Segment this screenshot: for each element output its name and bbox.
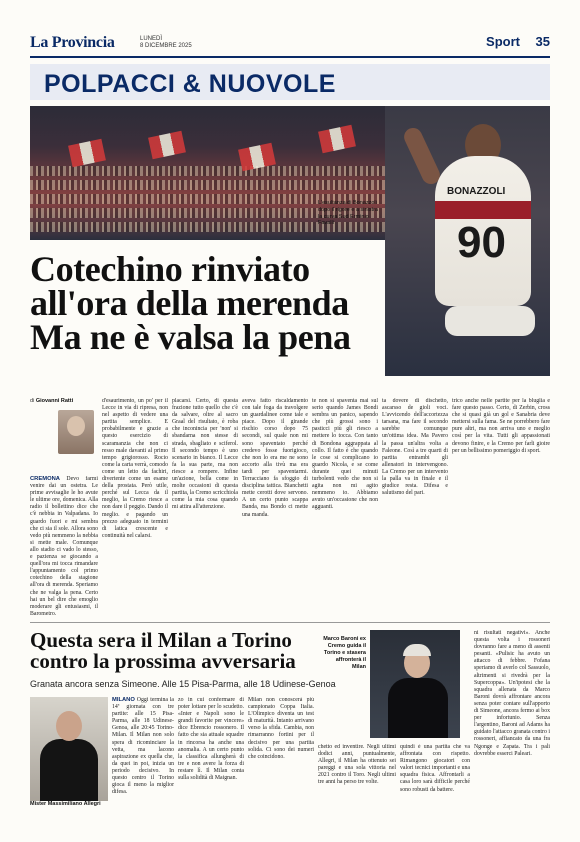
shirt-number: 90 (457, 218, 506, 267)
headline-line: Cotechino rinviato (30, 249, 310, 289)
headline-line: Ma ne è valsa la pena (30, 317, 351, 357)
headline-line: all'ora della merenda (30, 283, 349, 323)
flag-icon (68, 139, 106, 168)
headline-line: contro la prossima avversaria (30, 649, 296, 673)
coach-body (40, 739, 98, 801)
author-photo (58, 410, 94, 454)
article-column: Milan non conoscerà più campionato Coppa Italia. L'Olimpico diventa un test di maturità. Intanto arrivano verso la sfida. Cambia, non rimarranno fortini per il decisivo per una partita solida. Ci sono dei numeri che coincidono. (248, 697, 314, 760)
kicker-text: POLPACCI & NUOVOLE (44, 70, 336, 98)
article-column: ta dovere di dischetto, ascarsso de gioli voci. L'avvicendo dell'accortezza tarsana, ma fare il secondo sarebbe comunque un'ottima idea. Ma Pavero la passa un'altra volta a Faleone. Così a tre quarti di partita entrambi gli allenatori in intervengono. La Cremo per un intervento la palla va in finale e il giudice resta. Difesa e salutismo del pari. (382, 398, 448, 497)
column-text: Oggi termina la 14ª giornata con tre partite: alle 15 Pisa-Parma, alle 18 Udinese-Genoa, alle 20:45 Torino-Milan. Il Milan non solo spera di ricominciare la vetta, ma lacono aspirazione ex quella che, da quei in poi, inizia un periodo decisivo. In questo centro il Torino gioca il meno la miglior difesa. (112, 697, 174, 796)
main-headline (30, 249, 450, 357)
coach-photo (30, 697, 108, 801)
player-arm (401, 125, 443, 187)
dateline: CREMONA (30, 476, 60, 482)
flag-icon (318, 125, 356, 154)
article-column: chetto ed inventire. Negli ultimi dodici anni, puntualmente, Allegri, il Milan ha ottenuto sei pareggi e una sola vittoria nel 2021 contro il Toro. Negli ultimi tre anni ha perso tre volte. (318, 744, 396, 786)
secondary-subhead: Granata ancora senza Simeone. Alle 15 Pisa-Parma, alle 18 Udinese-Genoa (30, 679, 336, 689)
article-column (112, 697, 174, 819)
coach-head (56, 711, 82, 741)
article-column: aveva fatto riscaldamento con tale foga da travolgere un guardalinee come tale e piace. Dopo il girande rischio corso dopo 75 secondi, sul quale non mi sono spaventato perché credevo fosse fuorigioco, che non lo era me ne sono accorto alla tivù ma era tardi per spaventarmi. Terracciano fa sfoggio di disciplina tattica. Bianchetti mette cerotti dove servono. A un certo punto scappa Banda, ma Bondo ci mette una manda. (242, 398, 308, 518)
author-name (30, 398, 73, 404)
secondary-headline (30, 630, 350, 672)
section-label: Sport (486, 34, 520, 49)
flag-icon (148, 131, 186, 160)
newspaper-logo: La Provincia (30, 34, 115, 51)
issue-date (140, 36, 192, 50)
masthead (30, 34, 550, 56)
baroni-hair (403, 644, 431, 656)
baroni-photo (370, 630, 460, 738)
masthead-rule (30, 56, 550, 58)
crowd-row (30, 166, 385, 176)
issue-full-date: 8 DICEMBRE 2025 (140, 43, 192, 49)
photo-caption: L'esultanza di Bonazzoli dopo il rigore e a sinistra la curva Sud Erminio Favalli (318, 200, 378, 227)
issue-day: LUNEDÌ (140, 36, 163, 42)
crowd-row (30, 180, 385, 190)
headline-line: Questa sera il Milan a Torino (30, 628, 292, 652)
page-number: 35 (535, 34, 550, 49)
section-divider (30, 622, 550, 623)
kicker-banner (30, 64, 550, 100)
article-column: ni risultati negativi». Anche questa volta i rossoneri dovranno fare a meno di assenti pesanti. «Pulisic ha avuto un attacco di febbre. Fofana speriamo di averlo col Sassuolo, altrimenti si rivedrà per la Supercoppa». Un'ipotesi che la squadra allenata da Marco Baroni dovrà affrontare ancora senza poter contare sull'apporto di Simeone, ancora fermo ai box per infortunio. Senza l'argentino, Baroni ad Adams ha guidato l'attacco granata contro i rossoneri, affiancato da una fra Ngonge e Zapata. Tra i pali dovrebbe esserci Paleari. (474, 630, 550, 757)
baroni-body (388, 678, 448, 738)
article-column (30, 476, 98, 616)
article-column: te non si spaventa mai sul serio quando James Bondi sembra un panico, sapendo che più grossi sono i pasticci più gli riesco a mettere lo tocca. Con tanto di Bondona aggrappata al collo. Il fatto è che quando le cose si complicano io guardo Nicola, e se come durante quei minuti turbolenti vedo che non si agita non mi agito nemmeno io. Abbiamo avuto un'occasione che non agguanti. (312, 398, 378, 511)
article-column: trico anche nelle partite per la bluglia e fare questo passo. Certo, di Zerbin, cross che si quasi già un gol e Sanabria deve mettersi sulla fama. Se ne porrebbero fare pure altri, ma non arriva uno e meglio così per la vita. Tutti gli appassionati devono finire, e la Cremo per farli gioire per un bellissimo pomeriggio di sport. (452, 398, 550, 454)
byline (30, 398, 95, 474)
baroni-caption: Marco Baroni ex Cremo guida il Torino e stasera affronterà il Milan (323, 636, 366, 670)
article-column: quindi è una partita che va affrontata con rispetto. Rimangono giocatori con valori tecnici importanti e una squadra fisica. Affrontarli a casa loro sarà difficile perché sono robusti da battere. (400, 744, 470, 793)
article-column: zo in cui confermare di poter lottare per lo scudetto. «Inter e Napoli sono le grandi favorite per vincere» dice Ebrencio rossonero. Il fatto che sia attuale squadre in rincorsa ha anche una anomalia. A un certo punto la classifica allungherà di tre e non avere la forza di restare lì. Il Milan conta sulla solidità di Maignan. (178, 697, 244, 782)
coach-caption: Mister Massimiliano Allegri (30, 801, 101, 807)
dateline: MILANO (112, 697, 135, 703)
shirt-stripe (435, 201, 531, 219)
article-column: d'esaurimento, un po' per il Lecce in via di ripresa, non nel aspetto di vedere una partita semplice. E probabilmente e grazie a questo esercizio di scaramanzia che non ci resso male davanti al primo tempo grigiorosso. Rocio come la carta verrà, comodo come un letto da fachiri, divertente come un esame della prostata. Però utile, perché sul Lecca da il meglio, la Cremo riesce a non dare il peggio. Dando il meglio. e pagando un prezzo adeguato in termini di latica crescente e continuità nel calarsi. (102, 398, 168, 539)
article-column: placarsi. Certo, di questa frazione tutto quello che c'è da salvare, oltre al sacro Graal del risultato, è roba che inconincia per 'non' si sbandarna non stesse di strada, sbagliato e sciferol. Il secondo tempo è uno scenario in bianco. Il Lecce fa la sua parte, ma non riesce a rompere. Infine un'azione, bella come in molte occasioni di questa partita, la Cremo scricchiola come la mia cosa quando mi attira all'attenzione. (172, 398, 238, 511)
author-fullname: Giovanni Ratti (35, 398, 74, 404)
shirt-name: BONAZZOLI (447, 186, 506, 197)
author-prefix: di (30, 398, 35, 404)
column-text: Devo farmi venire dai un ostetra. Le prime avvisaglie le ho avute le ultime ore, domenica. Alla radio il bollettino dice che c'è nebbia in Valpadana. Io guardo fuori e mi sembra che ci sia il sole. Allora sono vedo più nemmeno la nebbia si mette male. Comunque allo stadio ci vado lo stesso, e pazienza se giocando a quell'ora mi tocca rimandare l'appuntamento col primo cotechino della stagione all'ora di merenda. Speriamo che ne valga la pena. Certo hai un bel dire che emoglio moderare gli entusiasmi, il Barometro. (30, 476, 98, 616)
player-leg (445, 306, 535, 336)
